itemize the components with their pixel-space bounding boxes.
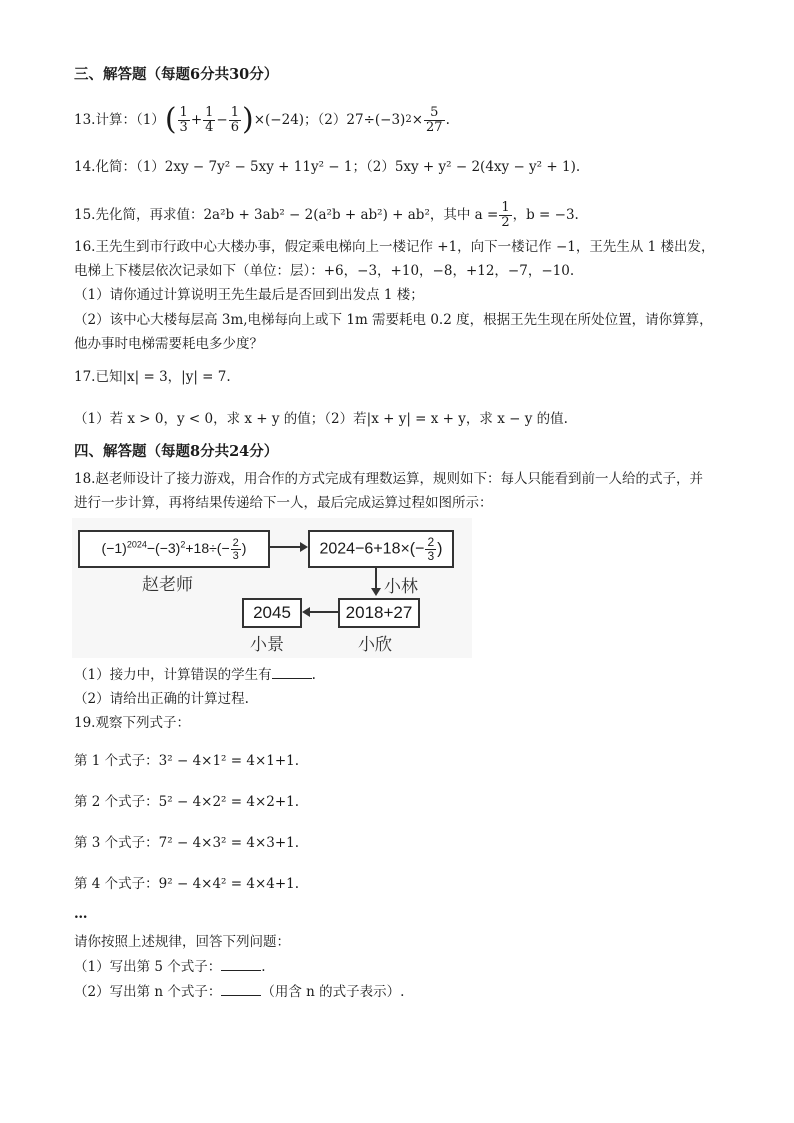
q19-sub2-text: （2）写出第 n 个式子： (74, 984, 222, 1000)
answer-blank[interactable] (272, 666, 312, 679)
question-16-sub-1: （1）请你通过计算说明王先生最后是否回到出发点 1 楼； (74, 287, 424, 303)
question-16-sub-2-line-2: 他办事时电梯需要耗电多少度？ (74, 336, 263, 352)
fraction-1-2: $\frac{1}{2}$ (501, 199, 510, 230)
q19-sub-2 (74, 983, 404, 1001)
relay-diagram (72, 518, 472, 658)
box-xiaolin-expression: 2024−6+18×(− $\frac{2}{3}$ ) (308, 530, 454, 568)
fraction-1-6: $\frac{1}{6}$ (230, 104, 239, 135)
q13-part1-close: ×(−24)；（2）27÷(−3) (253, 112, 406, 128)
question-15 (74, 195, 579, 235)
q19-sub-1: （1）写出第 5 个式子： . (74, 959, 266, 975)
ellipsis: … (74, 906, 88, 922)
arrow-down (375, 566, 377, 590)
q19-equation-4: 第 4 个式子：9² − 4×4² = 4×4+1. (74, 876, 300, 892)
caption-teacher: 赵老师 (142, 575, 193, 595)
answer-blank-5th[interactable] (221, 958, 261, 971)
q18-sub1-text: （1）接力中，计算错误的学生有 (74, 667, 272, 683)
fraction-5-27: $\frac{5}{27}$ (426, 104, 443, 135)
question-17: 17.已知|x| = 3，|y| = 7. (74, 369, 231, 385)
caption-xiaolin: 小林 (384, 577, 418, 597)
question-17-sub: （1）若 x > 0，y < 0，求 x + y 的值；（2）若|x + y| = x + y，求 x − y 的值. (74, 411, 568, 427)
question-16-line-1: 16.王先生到市行政中心大楼办事，假定乘电梯向上一楼记作 +1，向下一楼记作 −1，王先生从 1 楼出发， (74, 239, 715, 255)
box-xiaoxin-expression: 2018+27 (338, 598, 420, 628)
q19-equation-2: 第 2 个式子：5² − 4×2² = 4×2+1. (74, 794, 300, 810)
paren-open: ( (164, 102, 177, 137)
box-xiaojing-result: 2045 (242, 598, 302, 628)
arrow-right (268, 546, 304, 548)
section-4-heading: 四、解答题（每题8分共24分） (74, 443, 279, 460)
question-18-sub-2: （2）请给出正确的计算过程. (74, 691, 249, 707)
question-14: 14.化简：（1）2xy − 7y² − 5xy + 11y² − 1；（2）5xy + y² − 2(4xy − y² + 1). (74, 159, 581, 175)
q19-equation-1: 第 1 个式子：3² − 4×1² = 4×1+1. (74, 753, 300, 769)
q19-instruction: 请你按照上述规律，回答下列问题： (74, 934, 290, 950)
question-16-sub-2-line-1: （2）该中心大楼每层高 3m,电梯每向上或下 1m 需要耗电 0.2 度，根据王先生现在所处位置，请你算算， (74, 312, 713, 328)
paren-close: ) (242, 102, 254, 137)
question-13: 13.计算：（1） ( $\frac{1}{3}$ + $\frac{1}{4}$ − $\frac{1}{6}$ ) ×(−24)；（2）27÷(−3) 2 × $\frac{5}{27}$ . (74, 102, 450, 137)
q13-prefix: 13.计算：（1） (74, 112, 165, 128)
question-19: 19.观察下列式子： (74, 715, 190, 731)
q13-end: . (445, 112, 450, 128)
section-3-heading: 三、解答题（每题6分共30分） (74, 66, 279, 83)
q13-part2-tail: × (411, 112, 424, 128)
answer-blank-nth[interactable] (221, 983, 261, 996)
q15-suffix: ，b = −3. (512, 207, 579, 223)
question-18-line-1: 18.赵老师设计了接力游戏，用合作的方式完成有理数运算，规则如下：每人只能看到前一人给的式子，并 (74, 471, 703, 487)
question-18-line-2: 进行一步计算，再将结果传递给下一人，最后完成运算过程如图所示： (74, 495, 493, 511)
arrow-left-head (302, 607, 310, 617)
question-16-line-2: 电梯上下楼层依次记录如下（单位：层）：+6，−3，+10，−8，+12，−7，−10. (74, 263, 575, 279)
question-18-sub-1: （1）接力中，计算错误的学生有 . (74, 667, 316, 683)
q19-equation-3: 第 3 个式子：7² − 4×3² = 4×3+1. (74, 835, 300, 851)
box-teacher-expression: $(-1)^{2024}-(-3)^2+18\div(-$ $\frac{2}{3}$ ) (78, 530, 270, 568)
fraction-1-3: $\frac{1}{3}$ (179, 104, 188, 135)
arrow-down-head (371, 588, 381, 596)
q19-sub1-text: （1）写出第 5 个式子： (74, 959, 222, 975)
q19-sub2-tail: （用含 n 的式子表示）. (261, 984, 405, 1000)
fraction-1-4: $\frac{1}{4}$ (205, 104, 214, 135)
caption-xiaojing: 小景 (250, 635, 284, 655)
caption-xiaoxin: 小欣 (358, 635, 392, 655)
arrow-left (308, 611, 338, 613)
arrow-right-head (300, 542, 308, 552)
q15-prefix: 15.先化简，再求值：2a²b + 3ab² − 2(a²b + ab²) + ab²，其中 a = (74, 207, 499, 223)
